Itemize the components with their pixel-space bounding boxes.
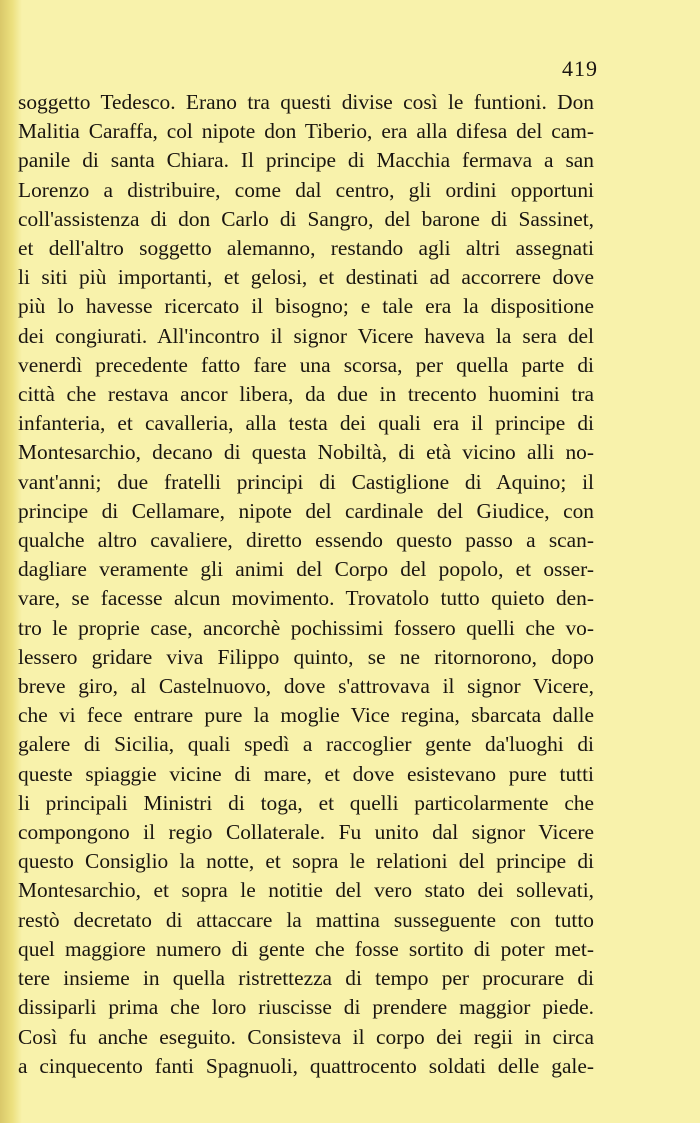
text-line: compongono il regio Collaterale. Fu unito dal signor Vicere xyxy=(18,820,594,845)
text-line: dagliare veramente gli animi del Corpo del popolo, et osser- xyxy=(18,557,594,582)
text-line: galere di Sicilia, quali spedì a raccoglier gente da'luoghi di xyxy=(18,732,594,757)
text-line: che vi fece entrare pure la moglie Vice regina, sbarcata dalle xyxy=(18,703,594,728)
text-line: infanteria, et cavalleria, alla testa dei quali era il principe di xyxy=(18,411,594,436)
text-line: Così fu anche eseguito. Consisteva il corpo dei regii in circa xyxy=(18,1024,594,1049)
page-number: 419 xyxy=(562,56,598,81)
text-line: li principali Ministri di toga, et quelli particolarmente che xyxy=(18,790,594,815)
text-line: Malitia Caraffa, col nipote don Tiberio, era alla difesa del cam- xyxy=(18,119,594,144)
text-line: Lorenzo a distribuire, come dal centro, gli ordini opportuni xyxy=(18,177,594,202)
text-line: qualche altro cavaliere, diretto essendo questo passo a scan- xyxy=(18,528,594,553)
text-line: venerdì precedente fatto fare una scorsa, per quella parte di xyxy=(18,352,594,377)
text-line: dissiparli prima che loro riuscisse di prendere maggior piede. xyxy=(18,995,594,1020)
text-line: coll'assistenza di don Carlo di Sangro, del barone di Sassinet, xyxy=(18,206,594,231)
text-line: dei congiurati. All'incontro il signor Vicere haveva la sera del xyxy=(18,323,594,348)
text-line: principe di Cellamare, nipote del cardinale del Giudice, con xyxy=(18,498,594,523)
text-line: Montesarchio, decano di questa Nobiltà, di età vicino alli no- xyxy=(18,440,594,465)
text-line: a cinquecento fanti Spagnuoli, quattrocento soldati delle gale- xyxy=(18,1053,594,1078)
body-text xyxy=(18,88,594,1081)
text-line: restò decretato di attaccare la mattina susseguente con tutto xyxy=(18,907,594,932)
text-line: tere insieme in quella ristrettezza di tempo per procurare di xyxy=(18,966,594,991)
text-line: città che restava ancor libera, da due in trecento huomini tra xyxy=(18,382,594,407)
text-line: li siti più importanti, et gelosi, et destinati ad accorrere dove xyxy=(18,265,594,290)
text-line: breve giro, al Castelnuovo, dove s'attrovava il signor Vicere, xyxy=(18,674,594,699)
text-line: quel maggiore numero di gente che fosse sortito di poter met- xyxy=(18,936,594,961)
text-line: et dell'altro soggetto alemanno, restando agli altri assegnati xyxy=(18,236,594,261)
text-line: vare, se facesse alcun movimento. Trovatolo tutto quieto den- xyxy=(18,586,594,611)
text-line: lessero gridare viva Filippo quinto, se ne ritornorono, dopo xyxy=(18,644,594,669)
text-line: queste spiaggie vicine di mare, et dove esistevano pure tutti xyxy=(18,761,594,786)
text-line: vant'anni; due fratelli principi di Castiglione di Aquino; il xyxy=(18,469,594,494)
text-line: questo Consiglio la notte, et sopra le relationi del principe di xyxy=(18,849,594,874)
text-line: più lo havesse ricercato il bisogno; e tale era la dispositione xyxy=(18,294,594,319)
text-line: tro le proprie case, ancorchè pochissimi fossero quelli che vo- xyxy=(18,615,594,640)
text-line: Montesarchio, et sopra le notitie del vero stato dei sollevati, xyxy=(18,878,594,903)
text-line: panile di santa Chiara. Il principe di Macchia fermava a san xyxy=(18,148,594,173)
text-line: soggetto Tedesco. Erano tra questi divise così le funtioni. Don xyxy=(18,90,594,114)
